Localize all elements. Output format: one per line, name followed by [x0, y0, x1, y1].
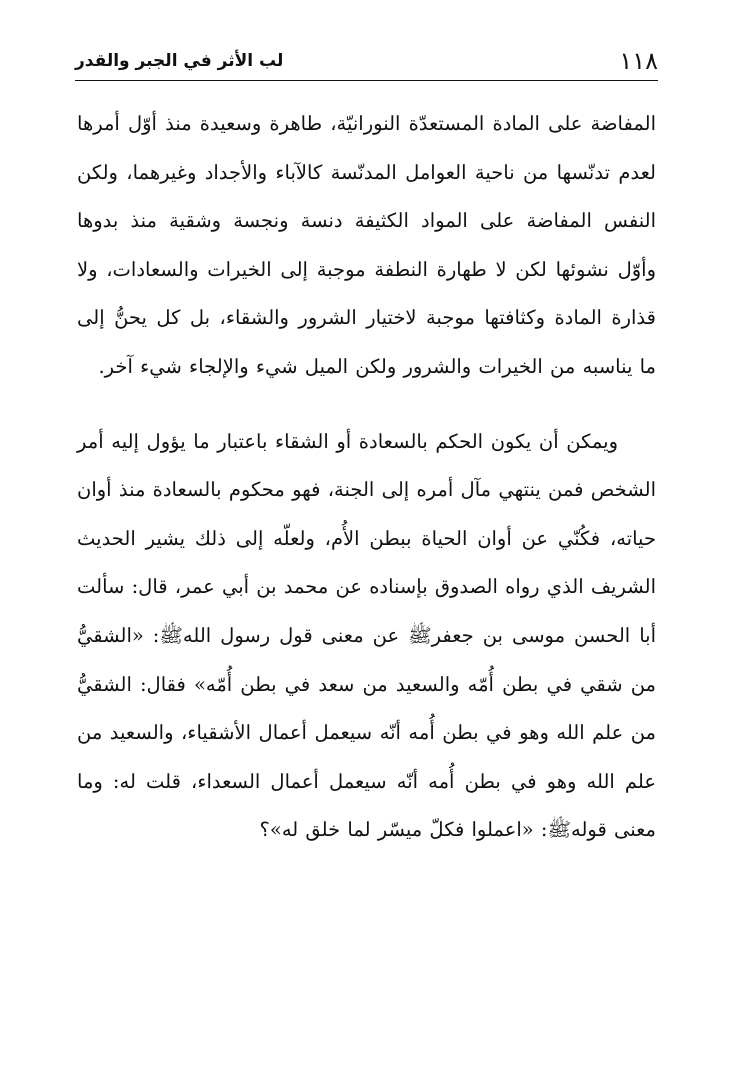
page-header [75, 40, 658, 76]
paragraph-2: ويمكن أن يكون الحكم بالسعادة أو الشقاء باعتبار ما يؤول إليه أمر الشخص فمن ينتهي مآل أمره إلى الجنة، فهو محكوم بالسعادة منذ أوان حياته، فكُنّي عن أوان الحياة ببطن الأُم، ولعلّه إلى ذلك يشير الحديث الشريف الذي رواه الصدوق بإسناده عن محمد بن أبي عمر، قال: سألت أبا الحسن موسى بن جعفرﷺ عن معنى قول رسول اللهﷺ: «الشقيُّ من شقي في بطن أُمّه والسعيد من سعد في بطن أُمّه» فقال: الشقيُّ من علم الله وهو في بطن أُمه أنّه سيعمل أعمال الأشقياء، والسعيد من علم الله وهو في بطن أُمه أنّه سيعمل أعمال السعداء، قلت له: وما معنى قولهﷺ: «اعملوا فكلّ ميسّر لما خلق له»؟ [77, 429, 656, 842]
header-rule [75, 80, 658, 81]
body-text [77, 100, 656, 855]
paragraph-1: المفاضة على المادة المستعدّة النورانيّة، طاهرة وسعيدة منذ أوّل أمرها لعدم تدنّسها من ناحية العوامل المدنّسة كالآباء والأجداد وغيرهما، ولكن النفس المفاضة على المواد الكثيفة دنسة ونجسة وشقية منذ بدوها وأوّل نشوئها لكن لا طهارة النطفة موجبة إلى الخيرات والسعادات، ولا قذارة المادة وكثافتها موجبة لاختيار الشرور والشقاء، بل كل يحنُّ إلى ما يناسبه من الخيرات والشرور ولكن الميل شيء والإلجاء شيء آخر. [77, 112, 656, 378]
page-number: ١١٨ [619, 47, 658, 75]
running-title: لب الأثر في الجبر والقدر [75, 51, 284, 71]
